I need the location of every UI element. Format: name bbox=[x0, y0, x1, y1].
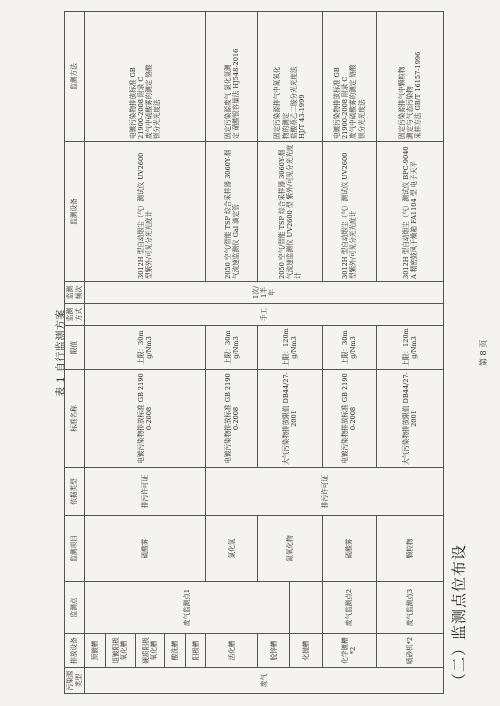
pollutant-type-cell: 废气 bbox=[85, 668, 444, 694]
mode-cell: 手工 bbox=[85, 304, 444, 326]
limit-cell: 上限：120mg/Nm3 bbox=[377, 326, 444, 370]
limit-cell: 上限：30mg/Nm3 bbox=[206, 326, 258, 370]
equipment-cell: 3012H 型自动烟尘（气）测试仪 UV2600 型紫外/可见分光光度计 bbox=[85, 142, 206, 282]
item-cell: 硫酸雾 bbox=[85, 516, 206, 582]
section-heading: （二）监测点位布设 bbox=[450, 543, 468, 688]
equipment-cell: 3012H 型自动烟尘（气）测试仪 BPC-9040A 精密鼓风干燥箱 FA1104 型 电子天平 bbox=[377, 142, 444, 282]
point-cell: 废气监测点2 bbox=[322, 582, 376, 634]
source-cell: 预镀槽 bbox=[85, 634, 106, 668]
method-cell: 电镀污染物排放标准 GB 21900-2008 附录 C 废气中硫酸雾的测定 铬酸 钡分光光度法 bbox=[322, 12, 376, 142]
item-cell: 硫酸雾 bbox=[322, 516, 376, 582]
header-frequency: 监测频次 bbox=[65, 282, 85, 304]
source-cell: 硬质阳极氧化槽 bbox=[135, 634, 165, 668]
page-number: 第 8 页 bbox=[479, 339, 488, 367]
method-cell: 固定污染源废气 氯化氢测 定 硝酸银容量法 HJ548-2016 bbox=[206, 12, 258, 142]
point-cell: 废气监测点1 bbox=[85, 582, 290, 634]
standard-cell: 电镀污染物排放标准 GB 21900-2008 bbox=[322, 370, 376, 468]
monitoring-plan-table bbox=[64, 11, 444, 694]
limit-cell: 上限：30mg/Nm3 bbox=[85, 326, 206, 370]
basis-cell: 排污许可证 bbox=[206, 468, 444, 516]
header-point: 监测点 bbox=[65, 582, 85, 634]
source-cell: 脱锌槽 bbox=[258, 634, 290, 668]
header-pollutant-type: 污染源类型 bbox=[65, 668, 85, 694]
basis-cell: 排污许可证 bbox=[85, 468, 206, 516]
source-cell: 化抛槽 bbox=[290, 634, 322, 668]
method-cell: 固定污染源排气中氮氧化 物的测定 盐酸萘乙二胺分光光度法 HJ/T 43-1999 bbox=[258, 12, 322, 142]
header-source: 排放设备 bbox=[65, 634, 85, 668]
frequency-cell: 1次/1半年 bbox=[85, 282, 444, 304]
equipment-cell: 2050 空气/智能 TSP 综合采样器 3060Y-烟气流速监测仪 UV2600 型 紫外/可见分光光度计 bbox=[258, 142, 322, 282]
standard-cell: 电镀污染物排放标准 GB 21900-2008 bbox=[206, 370, 258, 468]
method-cell: 电镀污染物排放标准 GB 21900-2008 附录 C 废气中硫酸雾的测定 铬酸 钡分光光度法 bbox=[85, 12, 206, 142]
equipment-cell: 2050 空气/智能 TSP 综合采样器 3060Y-烟气流速监测仪 Gal 滴定管 bbox=[206, 142, 258, 282]
standard-cell: 大气污染物排放限值 DB44/27-2001 bbox=[258, 370, 322, 468]
source-cell: 退镀阳极氧化槽 bbox=[106, 634, 136, 668]
limit-cell: 上限：30mg/Nm3 bbox=[322, 326, 376, 370]
header-mode: 监测方式 bbox=[65, 304, 85, 326]
header-standard: 标准名称 bbox=[65, 370, 85, 468]
source-cell: 酸洗槽 bbox=[165, 634, 186, 668]
table-row bbox=[85, 12, 106, 694]
source-cell: 喷砂机*2 bbox=[377, 634, 444, 668]
item-cell: 氮氧化物 bbox=[258, 516, 322, 582]
source-cell: 阳极槽 bbox=[186, 634, 206, 668]
item-cell: 颗粒物 bbox=[377, 516, 444, 582]
method-cell: 固定污染源排气中颗粒物 测定与气态污染物 采样方法 GB/T 16157-1996 bbox=[377, 12, 444, 142]
header-item: 监测项目 bbox=[65, 516, 85, 582]
standard-cell: 电镀污染物排放标准 GB 21900-2008 bbox=[85, 370, 206, 468]
header-method: 监测方法 bbox=[65, 12, 85, 142]
standard-cell: 大气污染物排放限值 DB44/27-2001 bbox=[377, 370, 444, 468]
source-cell: 化学镀槽*2 bbox=[322, 634, 376, 668]
header-basis: 依据类型 bbox=[65, 468, 85, 516]
table-header-row bbox=[65, 12, 85, 694]
table-row bbox=[322, 12, 376, 694]
table-row bbox=[377, 12, 444, 694]
source-cell: 活化槽 bbox=[206, 634, 258, 668]
limit-cell: 上限：120mg/Nm3 bbox=[258, 326, 322, 370]
header-equipment: 监测设备 bbox=[65, 142, 85, 282]
table-caption: 表 1 自行监测方案 bbox=[56, 309, 67, 397]
equipment-cell: 3012H 型自动烟尘（气）测试仪 UV2600 型紫外/可见分光光度计 bbox=[322, 142, 376, 282]
point-cell: 废气监测点3 bbox=[377, 582, 444, 634]
header-limit: 限值 bbox=[65, 326, 85, 370]
item-cell: 氯化氢 bbox=[206, 516, 258, 582]
